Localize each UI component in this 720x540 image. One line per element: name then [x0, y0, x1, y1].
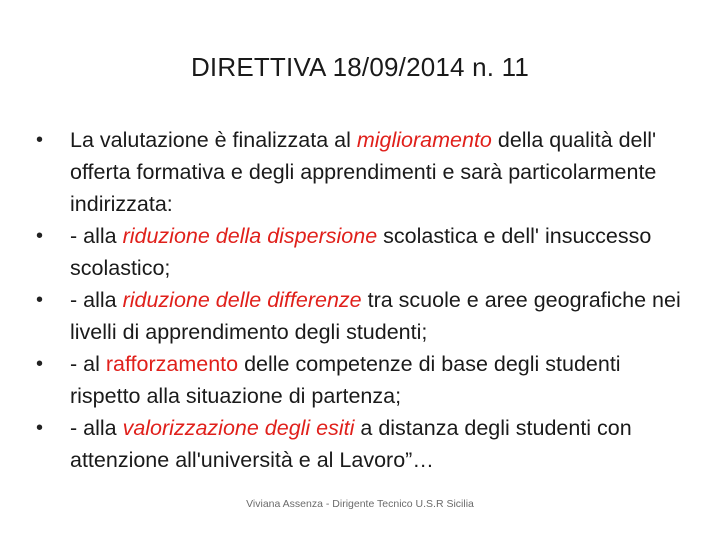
bullet-highlight: rafforzamento: [105, 352, 239, 376]
bullet-text: - al: [70, 352, 106, 376]
bullet-item: [36, 412, 696, 476]
slide-title: DIRETTIVA 18/09/2014 n. 11: [190, 52, 530, 82]
bullet-text: - alla: [70, 416, 123, 440]
bullet-text: della qualità dell' offerta formativa e degli apprendimenti e sarà particolarmente indirizzata:: [70, 128, 657, 216]
bullet-text: tra scuole e aree geografiche nei livelli di apprendimento degli studenti;: [70, 288, 681, 344]
bullet-icon: •: [36, 417, 44, 439]
bullet-highlight: miglioramento: [356, 128, 492, 152]
bullet-icon: •: [36, 129, 44, 151]
bullet-text: a distanza degli studenti con attenzione all'università e al Lavoro”…: [70, 416, 632, 472]
bullet-icon: •: [36, 225, 44, 247]
bullet-text: - alla: [70, 224, 123, 248]
bullet-icon: •: [36, 289, 44, 311]
bullet-icon: •: [36, 353, 44, 375]
footer-credit: Viviana Assenza - Dirigente Tecnico U.S.R Sicilia: [246, 498, 474, 510]
bullet-text: La valutazione è finalizzata al: [70, 128, 357, 152]
bullet-highlight: riduzione delle differenze: [122, 288, 362, 312]
bullet-list: [36, 124, 696, 476]
bullet-text: scolastica e dell' insuccesso scolastico;: [70, 224, 652, 280]
bullet-text: delle competenze di base degli studenti rispetto alla situazione di partenza;: [70, 352, 621, 408]
bullet-item: [36, 284, 696, 348]
bullet-item: [36, 124, 696, 220]
bullet-text: - alla: [70, 288, 123, 312]
bullet-highlight: riduzione della dispersione: [122, 224, 378, 248]
bullet-highlight: valorizzazione degli esiti: [122, 416, 355, 440]
bullet-item: [36, 220, 696, 284]
bullet-item: [36, 348, 696, 412]
